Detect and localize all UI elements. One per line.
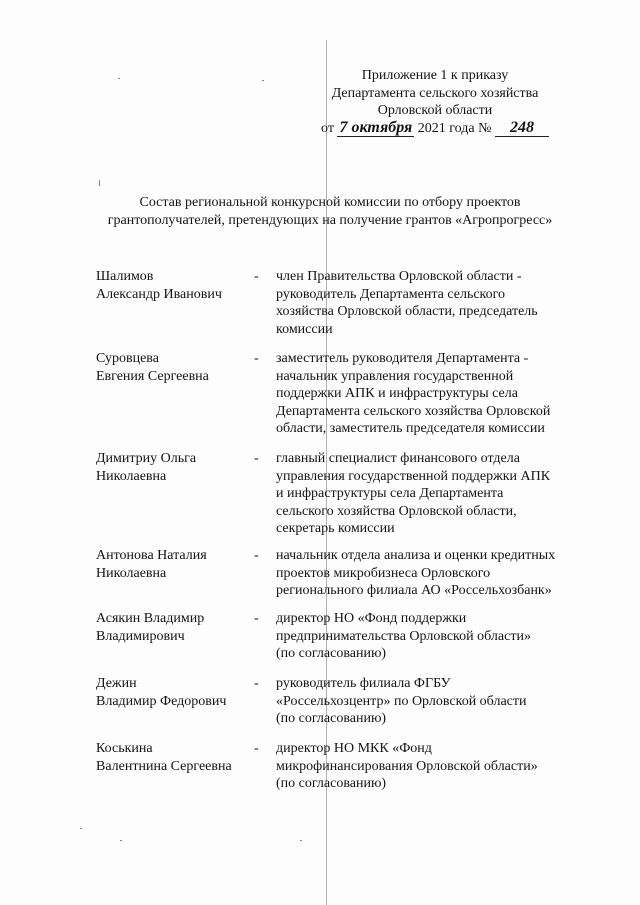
role-line: управления государственной поддержки АПК xyxy=(276,468,551,484)
appendix-line: Орловской области xyxy=(377,103,493,118)
member-given-names: Александр Иванович xyxy=(96,286,222,302)
role-line: комиссии xyxy=(276,321,333,337)
role-line: (по согласованию) xyxy=(276,776,387,791)
role-line: директор НО «Фонд поддержки xyxy=(276,611,467,626)
member-given-names: Николаевна xyxy=(96,468,167,484)
scan-speck xyxy=(99,180,100,186)
scan-speck xyxy=(120,840,122,841)
role-line: начальник отдела анализа и оценки кредитных xyxy=(276,548,556,563)
scan-speck xyxy=(262,80,264,81)
member-role xyxy=(276,740,606,793)
member-dash: - xyxy=(254,269,259,284)
member-surname: Асякин Владимир xyxy=(96,611,205,626)
member-surname: Дежин xyxy=(96,676,137,691)
member-role xyxy=(276,268,606,338)
member-name xyxy=(96,450,246,485)
role-line: «Россельхозцентр» по Орловской области xyxy=(276,693,527,709)
member-given-names: Евгения Сергеевна xyxy=(96,368,209,384)
role-line: микрофинансирования Орловской области» xyxy=(276,758,538,774)
member-role xyxy=(276,450,606,538)
handwritten-number: 248 xyxy=(495,120,549,137)
member-dash: - xyxy=(254,676,259,691)
member-surname: Суровцева xyxy=(96,351,159,366)
role-line: заместитель руководителя Департамента - xyxy=(276,351,529,366)
role-line: руководитель Департамента сельского xyxy=(276,286,506,302)
member-surname: Антонова Наталия xyxy=(96,548,207,563)
year-text: 2021 года № xyxy=(417,120,492,136)
member-surname: Коськина xyxy=(96,741,153,756)
order-date-line xyxy=(320,120,550,138)
role-line: руководитель филиала ФГБУ xyxy=(276,676,451,691)
appendix-header xyxy=(320,67,550,137)
scan-speck xyxy=(118,78,120,79)
appendix-line: Приложение 1 к приказу xyxy=(361,68,509,83)
member-role xyxy=(276,610,606,663)
member-dash: - xyxy=(254,351,259,366)
member-name xyxy=(96,547,246,582)
role-line: и инфраструктуры села Департамента xyxy=(276,486,504,501)
appendix-line: Департамента сельского хозяйства xyxy=(331,85,539,101)
member-surname: Димитриу Ольга xyxy=(96,451,197,466)
role-line: директор НО МКК «Фонд xyxy=(276,741,432,756)
role-line: поддержки АПК и инфраструктуры села xyxy=(276,386,518,401)
member-role xyxy=(276,675,606,728)
role-line: секретарь комиссии xyxy=(276,521,395,536)
member-surname: Шалимов xyxy=(96,269,154,284)
role-line: главный специалист финансового отдела xyxy=(276,451,520,466)
role-line: (по согласованию) xyxy=(276,711,387,726)
role-line: член Правительства Орловской области - xyxy=(276,269,522,284)
role-line: регионального филиала АО «Россельхозбанк» xyxy=(276,583,552,598)
role-line: предпринимательства Орловской области» xyxy=(276,628,531,644)
member-name xyxy=(96,350,246,385)
member-name xyxy=(96,610,246,645)
document-title xyxy=(60,194,600,229)
title-line: Состав региональной конкурсной комиссии по отбору проектов xyxy=(139,195,521,210)
role-line: (по согласованию) xyxy=(276,646,387,661)
role-line: области, заместитель председателя комиссии xyxy=(276,421,545,436)
role-line: хозяйства Орловской области, председатель xyxy=(276,304,538,319)
member-role xyxy=(276,350,606,438)
scan-speck xyxy=(300,840,302,841)
member-role xyxy=(276,547,606,600)
member-name xyxy=(96,675,246,710)
member-given-names: Валентнина Сергеевна xyxy=(96,758,232,774)
role-line: начальник управления государственной xyxy=(276,368,514,384)
member-name xyxy=(96,268,246,303)
title-line: грантополучателей, претендующих на получение грантов «Агропрогресс» xyxy=(107,212,553,228)
role-line: Департамента сельского хозяйства Орловской xyxy=(276,403,551,419)
member-given-names: Владимирович xyxy=(96,628,185,644)
member-name xyxy=(96,740,246,775)
member-dash: - xyxy=(254,611,259,626)
member-given-names: Владимир Федорович xyxy=(96,693,227,709)
member-dash: - xyxy=(254,548,259,563)
role-line: сельского хозяйства Орловской области, xyxy=(276,503,517,519)
member-dash: - xyxy=(254,451,259,466)
handwritten-date: 7 октября xyxy=(339,118,413,136)
role-line: проектов микробизнеса Орловского xyxy=(276,565,491,581)
member-given-names: Николаевна xyxy=(96,565,167,581)
date-prefix: от xyxy=(321,120,334,136)
scan-speck xyxy=(80,828,82,829)
member-dash: - xyxy=(254,741,259,756)
